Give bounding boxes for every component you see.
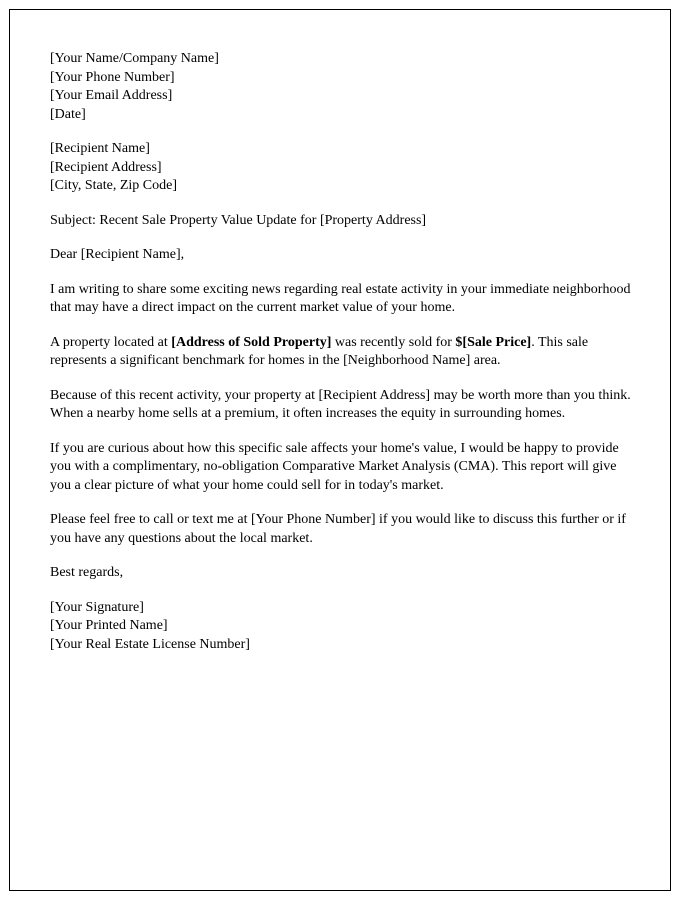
- sold-property-address: [Address of Sold Property]: [171, 334, 332, 350]
- recipient-city-line: [City, State, Zip Code]: [50, 178, 178, 193]
- sender-email-line: [Your Email Address]: [50, 88, 173, 103]
- paragraph-cma-offer: If you are curious about how this specific sale affects your home's value, I would be happy to provide you with a complimentary, no-obligation Comparative Market Analysis (CMA). This report will give you a clear picture of what your home could sell for in today's market.: [50, 440, 619, 493]
- sale-text-3: . This sale represents a significant benchmark for homes in the [Neighborhood Name] area.: [50, 334, 589, 368]
- recipient-name-line: [Recipient Name]: [50, 141, 150, 156]
- sale-text-1: A property located at: [50, 334, 172, 350]
- letter-document: [50, 50, 632, 670]
- paragraph-intro: I am writing to share some exciting news regarding real estate activity in your immediate neighborhood that may have a direct impact on the current market value of your home.: [50, 281, 631, 315]
- signature-block: [50, 599, 632, 655]
- date-line: [Date]: [50, 106, 86, 122]
- paragraph-contact: Please feel free to call or text me at [Your Phone Number] if you would like to discuss this further or if you have any questions about the local market.: [50, 512, 626, 546]
- paragraph-equity: Because of this recent activity, your property at [Recipient Address] may be worth more than you think. When a nearby home sells at a premium, it often increases the equity in surrounding homes.: [50, 387, 631, 421]
- recipient-address-line: [Recipient Address]: [50, 159, 162, 175]
- signature-line: [Your Signature]: [50, 599, 144, 615]
- sender-phone-line: [Your Phone Number]: [50, 69, 175, 85]
- printed-name-line: [Your Printed Name]: [50, 618, 168, 633]
- subject-line: Subject: Recent Sale Property Value Update for [Property Address]: [50, 212, 427, 228]
- sale-price: $[Sale Price]: [455, 334, 532, 350]
- sender-name-line: [Your Name/Company Name]: [50, 51, 219, 66]
- recipient-block: [50, 140, 632, 196]
- sale-text-2: was recently sold for: [331, 334, 456, 350]
- sender-block: [50, 50, 632, 124]
- closing: Best regards,: [50, 565, 124, 580]
- license-number-line: [Your Real Estate License Number]: [50, 636, 250, 652]
- paragraph-sale-details: [50, 334, 632, 371]
- salutation: Dear [Recipient Name],: [50, 247, 185, 262]
